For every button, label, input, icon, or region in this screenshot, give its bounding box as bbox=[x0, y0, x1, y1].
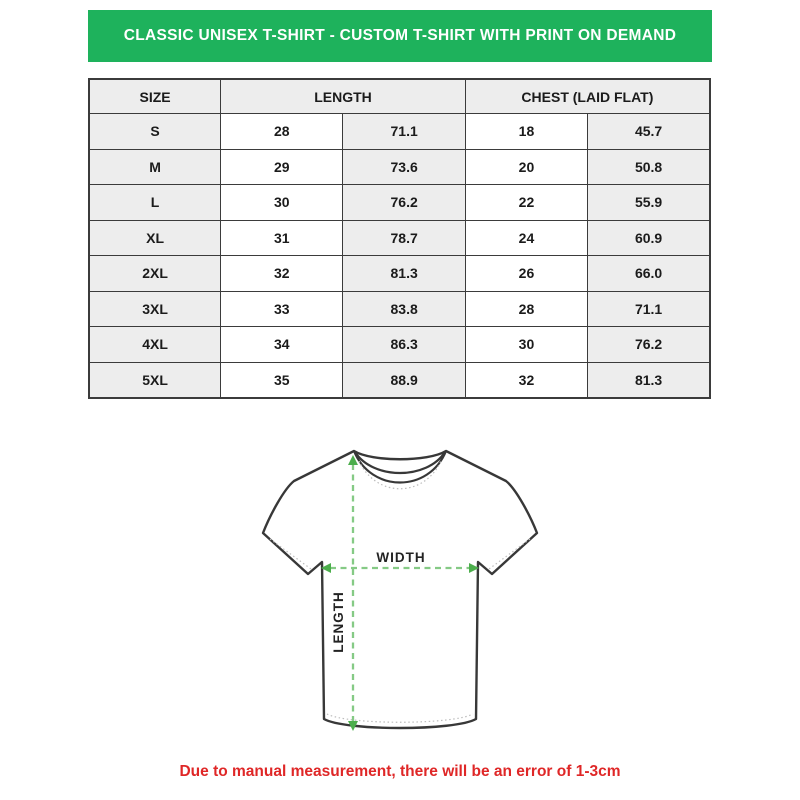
table-row bbox=[89, 362, 710, 398]
col-header-chest: CHEST (LAID FLAT) bbox=[465, 79, 710, 114]
size-cell: XL bbox=[89, 220, 221, 256]
chest-cm-cell: 55.9 bbox=[588, 185, 710, 221]
chest-cm-cell: 76.2 bbox=[588, 327, 710, 363]
col-header-size: SIZE bbox=[89, 79, 221, 114]
length-cm-cell: 88.9 bbox=[343, 362, 465, 398]
chest-cm-cell: 81.3 bbox=[588, 362, 710, 398]
tshirt-outline bbox=[263, 451, 537, 728]
chest-cm-cell: 60.9 bbox=[588, 220, 710, 256]
length-cm-cell: 73.6 bbox=[343, 149, 465, 185]
chest-cm-cell: 50.8 bbox=[588, 149, 710, 185]
width-label: WIDTH bbox=[376, 550, 426, 565]
table-row bbox=[89, 327, 710, 363]
length-label: LENGTH bbox=[331, 591, 346, 653]
chest-in-cell: 28 bbox=[465, 291, 587, 327]
page-title: CLASSIC UNISEX T-SHIRT - CUSTOM T-SHIRT WITH PRINT ON DEMAND bbox=[123, 27, 677, 44]
length-cm-cell: 83.8 bbox=[343, 291, 465, 327]
length-in-cell: 33 bbox=[221, 291, 343, 327]
title-banner bbox=[88, 10, 712, 62]
size-cell: S bbox=[89, 114, 221, 150]
chest-cm-cell: 71.1 bbox=[588, 291, 710, 327]
length-cm-cell: 71.1 bbox=[343, 114, 465, 150]
table-row bbox=[89, 185, 710, 221]
length-cm-cell: 81.3 bbox=[343, 256, 465, 292]
table-header-row bbox=[89, 79, 710, 114]
chest-in-cell: 18 bbox=[465, 114, 587, 150]
size-cell: 3XL bbox=[89, 291, 221, 327]
table-row bbox=[89, 256, 710, 292]
chest-in-cell: 30 bbox=[465, 327, 587, 363]
size-cell: M bbox=[89, 149, 221, 185]
size-cell: 5XL bbox=[89, 362, 221, 398]
table-row bbox=[89, 149, 710, 185]
length-in-cell: 35 bbox=[221, 362, 343, 398]
length-in-cell: 30 bbox=[221, 185, 343, 221]
table-row bbox=[89, 220, 710, 256]
length-in-cell: 31 bbox=[221, 220, 343, 256]
chest-in-cell: 22 bbox=[465, 185, 587, 221]
tshirt-measurement-diagram bbox=[250, 435, 550, 745]
chest-in-cell: 32 bbox=[465, 362, 587, 398]
chest-cm-cell: 45.7 bbox=[588, 114, 710, 150]
chest-in-cell: 20 bbox=[465, 149, 587, 185]
size-chart-table bbox=[88, 78, 711, 399]
note-text: Due to manual measurement, there will be an error of 1-3cm bbox=[179, 763, 621, 780]
length-cm-cell: 78.7 bbox=[343, 220, 465, 256]
length-in-cell: 34 bbox=[221, 327, 343, 363]
measurement-error-note bbox=[0, 763, 800, 781]
size-cell: 4XL bbox=[89, 327, 221, 363]
table-row bbox=[89, 114, 710, 150]
length-in-cell: 29 bbox=[221, 149, 343, 185]
chest-cm-cell: 66.0 bbox=[588, 256, 710, 292]
size-cell: L bbox=[89, 185, 221, 221]
length-in-cell: 28 bbox=[221, 114, 343, 150]
col-header-length: LENGTH bbox=[221, 79, 466, 114]
table-row bbox=[89, 291, 710, 327]
length-in-cell: 32 bbox=[221, 256, 343, 292]
length-cm-cell: 76.2 bbox=[343, 185, 465, 221]
chest-in-cell: 24 bbox=[465, 220, 587, 256]
size-cell: 2XL bbox=[89, 256, 221, 292]
tshirt-diagram-svg bbox=[250, 435, 550, 745]
chest-in-cell: 26 bbox=[465, 256, 587, 292]
length-cm-cell: 86.3 bbox=[343, 327, 465, 363]
